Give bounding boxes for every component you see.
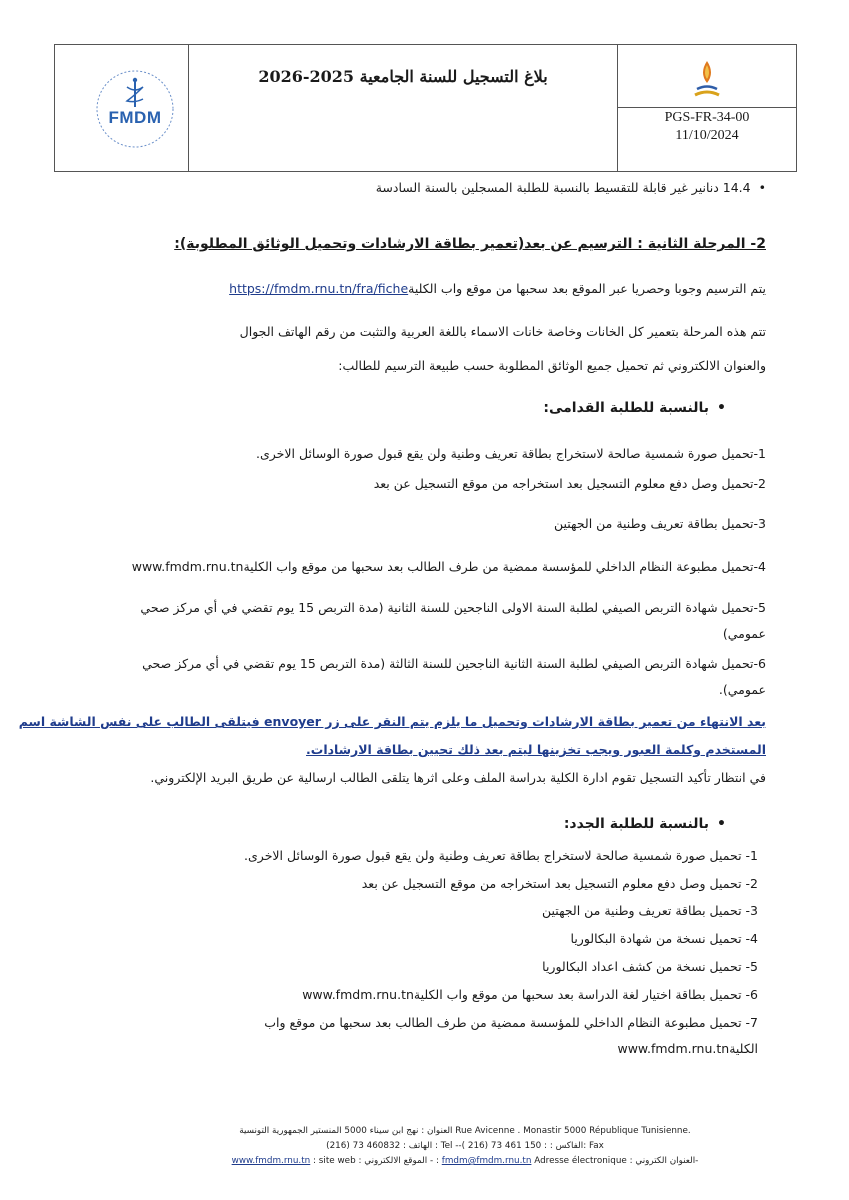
list-item: 3- تحميل بطاقة تعريف وطنية من الجهتين bbox=[542, 903, 758, 918]
list-item: 4-تحميل مطبوعة النظام الداخلي للمؤسسة ممضية من طرف الطالب بعد سحبها من موقع واب الكليةwww.fmdm.rnu.tn bbox=[131, 559, 766, 574]
document-header bbox=[54, 44, 797, 172]
notice-line: بعد الانتهاء من تعمير بطاقة الارشادات وتحميل ما يلزم يتم النقر على زر envoyer فيتلقى الطالب على نفس الشاشة اسم bbox=[18, 714, 766, 729]
list-item: 6-تحميل شهادة التربص الصيفي لطلبة السنة الثانية الناجحين للسنة الثالثة (مدة التربص 15 يوم تقضي في أي مركز صحي bbox=[142, 656, 766, 671]
list-item: 6- تحميل بطاقة اختيار لغة الدراسة بعد سحبها من موقع واب الكليةwww.fmdm.rnu.tn bbox=[302, 987, 758, 1002]
list-item: 3-تحميل بطاقة تعريف وطنية من الجهتين bbox=[554, 516, 766, 531]
footer-address: العنوان : نهج ابن سيناء 5000 المنستير الجمهورية التونسية Rue Avicenne . Monastir 5000 République Tunisienne. bbox=[239, 1126, 691, 1136]
document-date: 11/10/2024 bbox=[675, 128, 739, 143]
fee-line: • 14.4 دنانير غير قابلة للتقسيط بالنسبة للطلبة المسجلين بالسنة السادسة bbox=[376, 180, 766, 195]
stage-2-heading: 2- المرحلة الثانية : الترسيم عن بعد(تعمير بطاقة الارشادات وتحميل الوثائق المطلوبة): bbox=[174, 236, 766, 252]
list-item: 5- تحميل نسخة من كشف اعداد البكالوريا bbox=[542, 959, 758, 974]
list-item: 2- تحميل وصل دفع معلوم التسجيل بعد استخراجه من موقع التسجيل عن بعد bbox=[361, 876, 758, 891]
list-item: 4- تحميل نسخة من شهادة البكالوريا bbox=[570, 931, 758, 946]
list-item: 2-تحميل وصل دفع معلوم التسجيل بعد استخراجه من موقع التسجيل عن بعد bbox=[373, 476, 766, 491]
footer-contact: -العنوان الكتروني : fmdm@fmdm.rnu.tn Adresse électronique : - الموقع الالكتروني : www.fmdm.rnu.tn : site web bbox=[231, 1156, 699, 1166]
list-item: عمومي) bbox=[722, 626, 766, 641]
list-item: عمومي). bbox=[718, 682, 766, 697]
list-item: 5-تحميل شهادة التربص الصيفي لطلبة السنة الاولى الناجحين للسنة الثانية (مدة التربص 15 يوم تقضي في أي مركز صحي bbox=[140, 600, 766, 615]
notice-line: في انتظار تأكيد التسجيل تقوم ادارة الكلية بدراسة الملف وعلى اثرها يتلقى الطالب ارسالية عن طريق البريد الإلكتروني. bbox=[150, 770, 766, 785]
header-divider bbox=[617, 45, 618, 171]
university-logo bbox=[687, 55, 727, 101]
document-code-block bbox=[618, 109, 796, 145]
new-students-heading: • بالنسبة للطلبة الجدد: bbox=[564, 816, 726, 832]
page-title: بلاغ التسجيل للسنة الجامعية 2025-2026 bbox=[258, 66, 548, 86]
list-item: الكليةwww.fmdm.rnu.tn bbox=[617, 1041, 758, 1056]
fiche-link[interactable]: https://fmdm.rnu.tn/fra/fiche bbox=[229, 281, 409, 296]
notice-line: المستخدم وكلمة العبور ويجب تخزينها ليتم بعد ذلك تحيين بطاقة الارشادات. bbox=[306, 742, 766, 757]
header-divider bbox=[617, 107, 796, 108]
list-item: 7- تحميل مطبوعة النظام الداخلي للمؤسسة ممضية من طرف الطالب بعد سحبها من موقع واب bbox=[264, 1015, 758, 1030]
document-footer bbox=[180, 1124, 750, 1169]
instruction-line: والعنوان الالكتروني ثم تحميل جميع الوثائق المطلوبة حسب طبيعة الترسيم للطالب: bbox=[338, 358, 766, 373]
old-students-heading: • بالنسبة للطلبة القدامى: bbox=[543, 400, 726, 416]
registration-line: يتم الترسيم وجوبا وحصريا عبر الموقع بعد سحبها من موقع واب الكليةhttps://fmdm.rnu.tn/fra/fiche bbox=[229, 281, 766, 296]
email-link[interactable]: fmdm@fmdm.rnu.tn bbox=[441, 1156, 532, 1166]
website-link[interactable]: www.fmdm.rnu.tn bbox=[231, 1156, 311, 1166]
list-item: 1- تحميل صورة شمسية صالحة لاستخراج بطاقة تعريف وطنية ولن يقع قبول صورة الوسائل الاخرى. bbox=[244, 848, 758, 863]
document-code: PGS-FR-34-00 bbox=[664, 110, 750, 125]
list-item: 1-تحميل صورة شمسية صالحة لاستخراج بطاقة تعريف وطنية ولن يقع قبول صورة الوسائل الاخرى. bbox=[256, 446, 766, 461]
footer-phone: الهاتف : 460832 73 (216) : Tel --الفاكس : : 150 461 73 (216 ): Fax bbox=[326, 1141, 604, 1151]
instruction-line: تتم هذه المرحلة بتعمير كل الخانات وخاصة خانات الاسماء باللغة العربية والتثبت من رقم الهاتف الجوال bbox=[239, 324, 766, 339]
logo-text: FMDM bbox=[108, 108, 162, 127]
